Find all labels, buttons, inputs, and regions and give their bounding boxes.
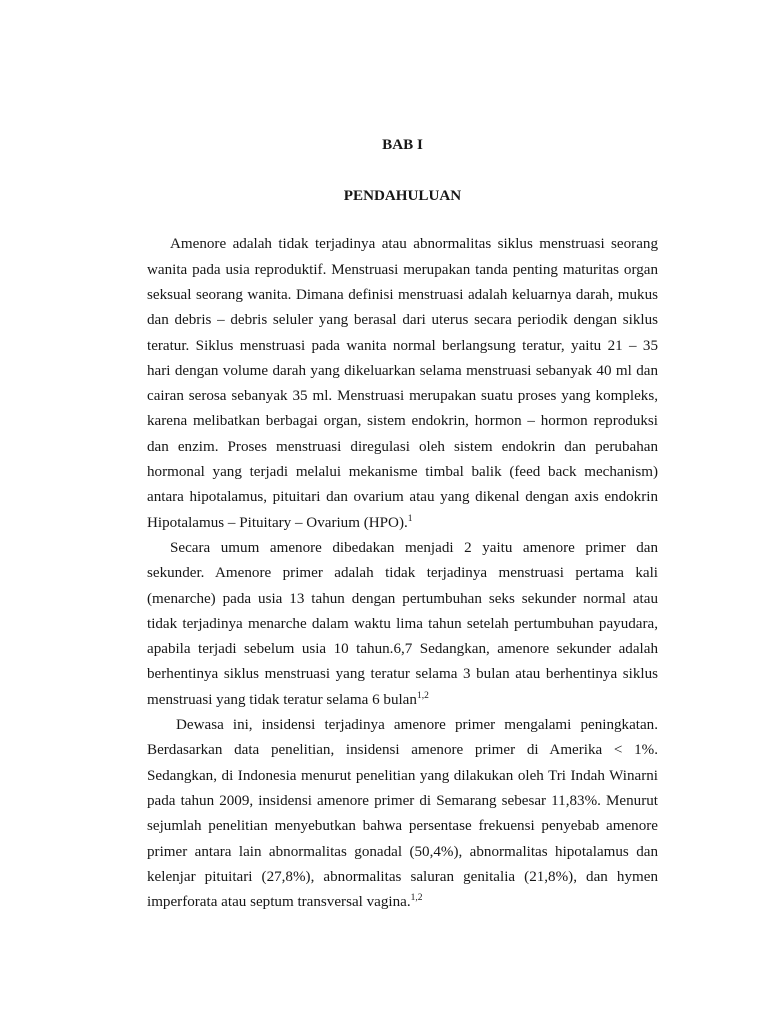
text-line: cairan serosa sebanyak 35 ml. Menstruasi merupakan suatu proses yang kompleks,: [147, 388, 658, 405]
text-line: sejumlah penelitian menyebutkan bahwa persentase frekuensi penyebab amenore: [147, 818, 658, 835]
citation-superscript: 1,2: [416, 690, 429, 701]
text-line: [147, 890, 658, 915]
text-line: (menarche) pada usia 13 tahun dengan pertumbuhan seks sekunder normal atau: [147, 590, 658, 607]
text-line: berhentinya siklus menstruasi yang teratur selama 3 bulan atau berhentinya siklus: [147, 666, 658, 683]
text-line: [147, 688, 658, 713]
chapter-body: [147, 232, 658, 915]
citation-superscript: 1,2: [410, 893, 423, 904]
line-text: menstruasi yang tidak teratur selama 6 bulan: [147, 691, 417, 708]
text-line: dan debris – debris seluler yang berasal dari uterus secara periodik dengan siklus: [147, 312, 658, 329]
text-line: pada tahun 2009, insidensi amenore primer di Semarang sebesar 11,83%. Menurut: [147, 792, 658, 809]
text-line: apabila terjadi sebelum usia 10 tahun.6,7 Sedangkan, amenore sekunder adalah: [147, 641, 658, 658]
text-line: seksual seorang wanita. Dimana definisi menstruasi adalah keluarnya darah, mukus: [147, 286, 658, 303]
text-line: antara hipotalamus, pituitari dan ovarium atau yang dikenal dengan axis endokrin: [147, 489, 658, 506]
text-line: karena melibatkan berbagai organ, sistem endokrin, hormon – hormon reproduksi: [147, 413, 658, 430]
text-line: sekunder. Amenore primer adalah tidak terjadinya menstruasi pertama kali: [147, 565, 658, 582]
text-line: Berdasarkan data penelitian, insidensi amenore primer di Amerika < 1%.: [147, 742, 658, 759]
text-line: primer antara lain abnormalitas gonadal (50,4%), abnormalitas hipotalamus dan: [147, 843, 658, 860]
text-line: [147, 511, 658, 536]
text-line: tidak terjadinya menarche dalam waktu lima tahun setelah pertumbuhan payudara,: [147, 615, 658, 632]
text-line: Secara umum amenore dibedakan menjadi 2 yaitu amenore primer dan: [170, 539, 658, 556]
text-line: Dewasa ini, insidensi terjadinya amenore primer mengalami peningkatan.: [176, 717, 658, 734]
text-line: Sedangkan, di Indonesia menurut penelitian yang dilakukan oleh Tri Indah Winarni: [147, 767, 658, 784]
line-text: imperforata atau septum transversal vagina.: [147, 894, 411, 911]
chapter-title: BAB I: [382, 137, 423, 154]
text-line: hari dengan volume darah yang dikeluarkan selama menstruasi sebanyak 40 ml dan: [147, 362, 658, 379]
citation-superscript: 1: [407, 513, 413, 524]
text-line: dan enzim. Proses menstruasi diregulasi oleh sistem endokrin dan perubahan: [147, 438, 658, 455]
text-line: hormonal yang terjadi melalui mekanisme timbal balik (feed back mechanism): [147, 464, 658, 481]
text-line: Amenore adalah tidak terjadinya atau abnormalitas siklus menstruasi seorang: [170, 236, 658, 253]
line-text: Hipotalamus – Pituitary – Ovarium (HPO).: [147, 514, 408, 531]
text-line: teratur. Siklus menstruasi pada wanita normal berlangsung teratur, yaitu 21 – 35: [147, 337, 658, 354]
text-line: wanita pada usia reproduktif. Menstruasi merupakan tanda penting maturitas organ: [147, 261, 658, 278]
chapter-subtitle: PENDAHULUAN: [343, 188, 462, 205]
text-line: kelenjar pituitari (27,8%), abnormalitas saluran genitalia (21,8%), dan hymen: [147, 868, 658, 885]
